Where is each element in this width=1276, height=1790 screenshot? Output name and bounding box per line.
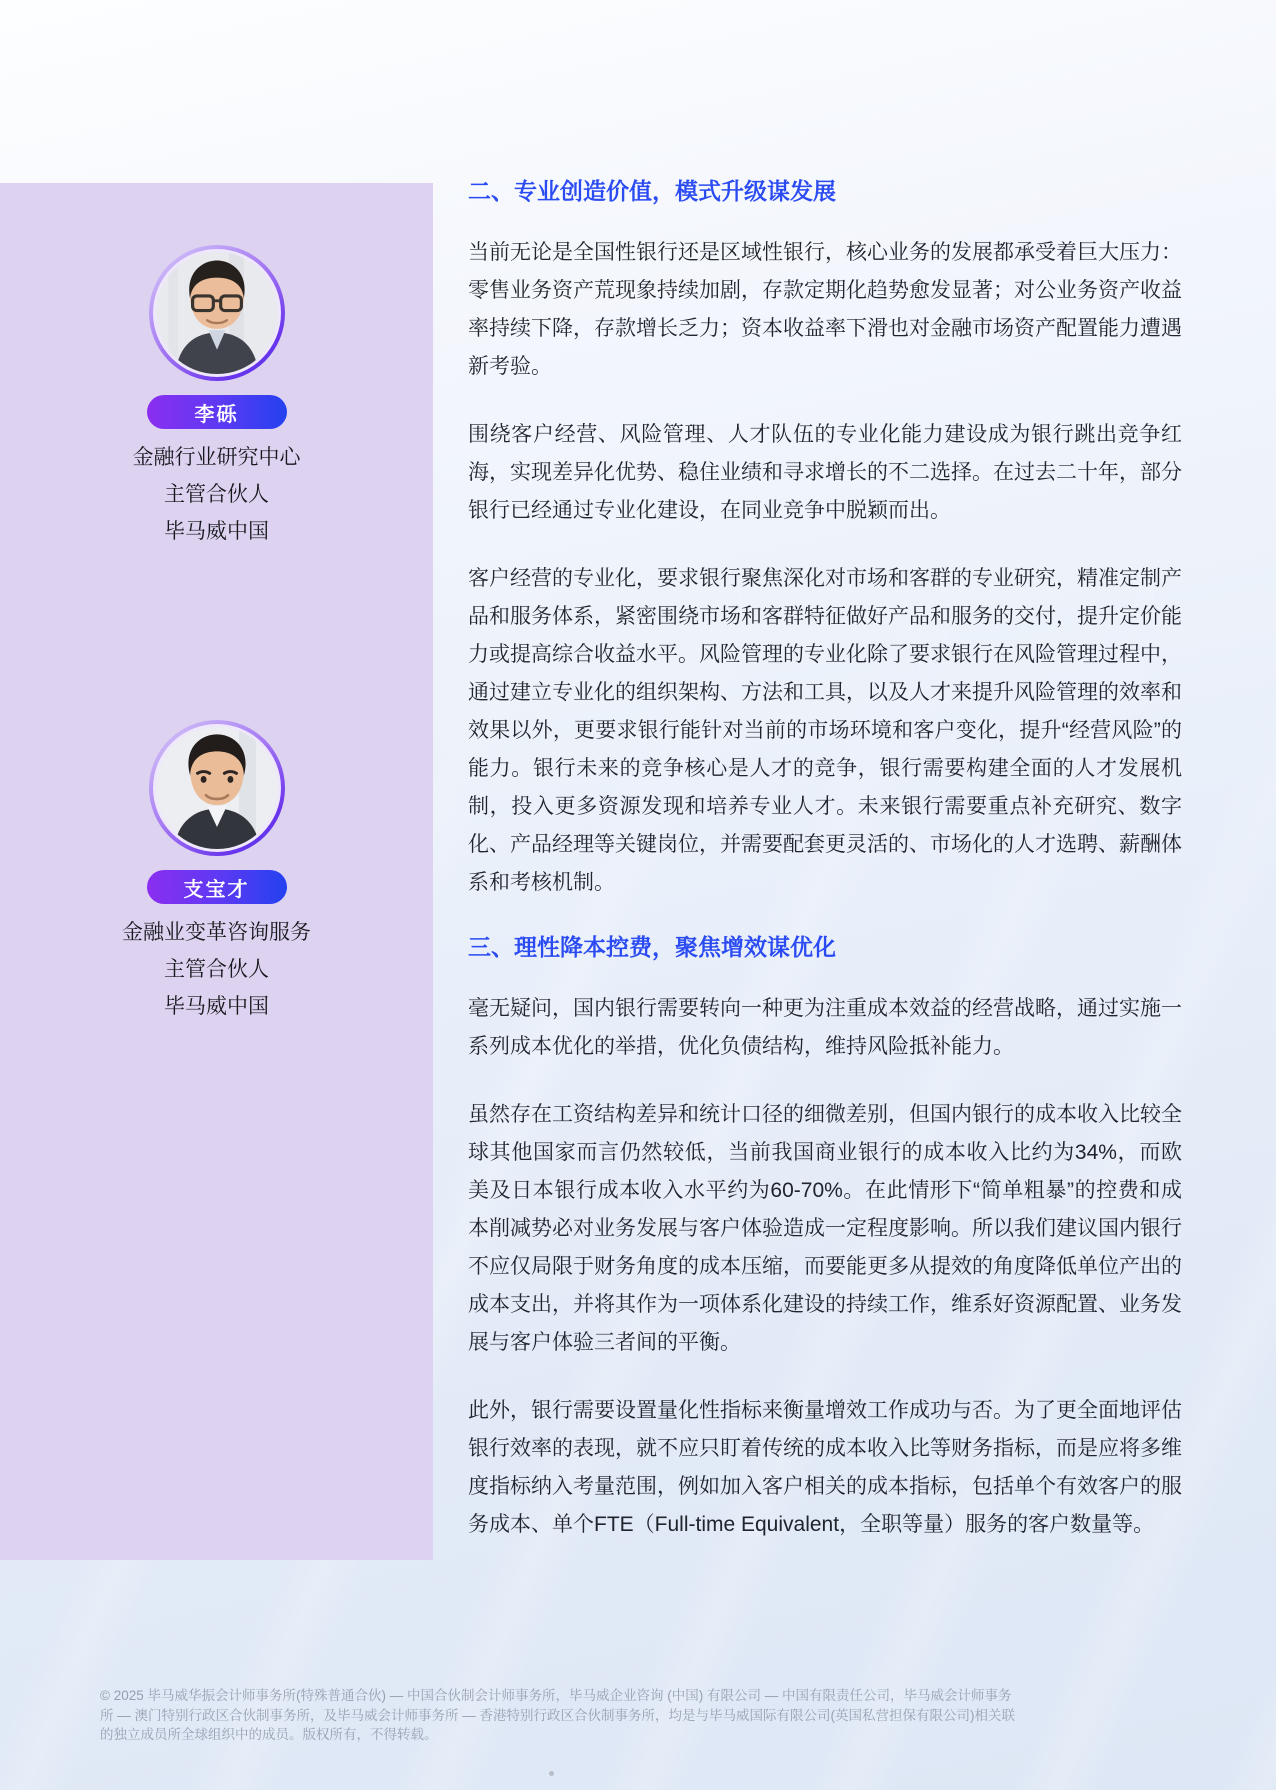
author-title-line: 金融行业研究中心 <box>132 446 301 469</box>
author-title-line: 毕马威中国 <box>164 995 269 1018</box>
avatar-inner-ring <box>153 724 281 852</box>
paragraph: 虽然存在工资结构差异和统计口径的细微差别，但国内银行的成本收入比较全球其他国家而言仍然较低，当前我国商业银行的成本收入比约为34%，而欧美及日本银行成本收入水平约为60-70%。在此情形下“简单粗暴”的控费和成本削减势必对业务发展与客户体验造成一定程度影响。所以我们建议国内银行不应仅局限于财务角度的成本压缩，而要能更多从提效的角度降低单位产出的成本支出，并将其作为一项体系化建设的持续工作，维系好资源配置、业务发展与客户体验三者间的平衡。 <box>468 1103 1182 1354</box>
avatar-frame <box>149 245 285 381</box>
author-name-badge <box>147 395 287 429</box>
page-indicator-dot <box>549 1771 554 1776</box>
author-name-badge <box>147 870 287 904</box>
avatar-photo-man-glasses <box>156 252 278 374</box>
avatar-frame <box>149 720 285 856</box>
author-title-line: 主管合伙人 <box>164 483 269 506</box>
article-body <box>468 176 1182 1574</box>
author-name: 李砾 <box>194 403 239 426</box>
author-title-line: 主管合伙人 <box>164 958 269 981</box>
author-card-zhi-baocai <box>122 720 311 1025</box>
copyright-footnote: © 2025 毕马威华振会计师事务所(特殊普通合伙) — 中国合伙制会计师事务所，毕马威企业咨询 (中国) 有限公司 — 中国有限责任公司，毕马威会计师事务所 — 澳门特别行政区合伙制事务所，及毕马威会计师事务所 — 香港特别行政区合伙制事务所，均是与毕马威国际有限公司(英国私营担保有限公司)相关联的独立成员所全球组织中的成员。版权所有，不得转载。 <box>100 1688 1015 1742</box>
paragraph: 毫无疑问，国内银行需要转向一种更为注重成本效益的经营战略，通过实施一系列成本优化的举措，优化负债结构，维持风险抵补能力。 <box>468 997 1182 1058</box>
authors-panel <box>0 183 433 1560</box>
paragraph: 此外，银行需要设置量化性指标来衡量增效工作成功与否。为了更全面地评估银行效率的表现，就不应只盯着传统的成本收入比等财务指标，而是应将多维度指标纳入考量范围，例如加入客户相关的成本指标，包括单个有效客户的服务成本、单个FTE（Full-time Equivalent，全职等量）服务的客户数量等。 <box>468 1399 1182 1536</box>
avatar-photo-man <box>156 727 278 849</box>
author-titles <box>122 914 311 1025</box>
author-title-line: 金融业变革咨询服务 <box>122 921 311 944</box>
author-titles <box>133 439 301 550</box>
paragraph: 客户经营的专业化，要求银行聚焦深化对市场和客群的专业研究，精准定制产品和服务体系，紧密围绕市场和客群特征做好产品和服务的交付，提升定价能力或提高综合收益水平。风险管理的专业化除了要求银行在风险管理过程中，通过建立专业化的组织架构、方法和工具，以及人才来提升风险管理的效率和效果以外，更要求银行能针对当前的市场环境和客户变化，提升“经营风险”的能力。银行未来的竞争核心是人才的竞争，银行需要构建全面的人才发展机制，投入更多资源发现和培养专业人才。未来银行需要重点补充研究、数字化、产品经理等关键岗位，并需要配套更灵活的、市场化的人才选聘、薪酬体系和考核机制。 <box>468 567 1182 894</box>
section-heading-2: 二、专业创造价值，模式升级谋发展 <box>468 178 836 204</box>
paragraph: 当前无论是全国性银行还是区域性银行，核心业务的发展都承受着巨大压力：零售业务资产荒现象持续加剧，存款定期化趋势愈发显著；对公业务资产收益率持续下降，存款增长乏力；资本收益率下滑也对金融市场资产配置能力遭遇新考验。 <box>468 241 1182 378</box>
paragraph: 围绕客户经营、风险管理、人才队伍的专业化能力建设成为银行跳出竞争红海，实现差异化优势、稳住业绩和寻求增长的不二选择。在过去二十年，部分银行已经通过专业化建设，在同业竞争中脱颖而出。 <box>468 423 1182 522</box>
author-title-line: 毕马威中国 <box>164 520 269 543</box>
section-heading-3: 三、理性降本控费，聚焦增效谋优化 <box>468 934 836 960</box>
author-name: 支宝才 <box>183 878 250 901</box>
avatar-inner-ring <box>153 249 281 377</box>
author-card-li-li <box>133 245 301 550</box>
